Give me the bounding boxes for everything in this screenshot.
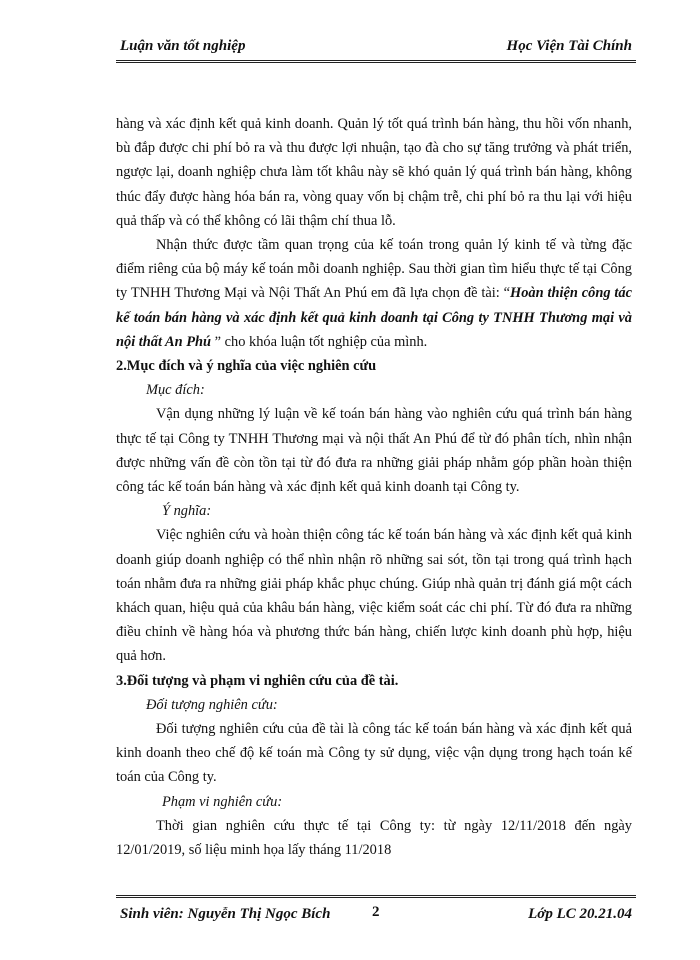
subheading-scope: Phạm vi nghiên cứu: [162,793,283,810]
subheading-object: Đối tượng nghiên cứu: [146,696,278,713]
header-thesis-label: Luận văn tốt nghiệp [120,38,246,54]
paragraph-purpose: Vận dụng những lý luận về kế toán bán hàng vào nghiên cứu quá trình bán hàng thực tế tại Công ty TNHH Thương mại và nội thất An Phú để từ đó phân tích, nhìn nhận được những vấn đề còn tồn tại từ đó đưa ra những giải pháp nhằm góp phần hoàn thiện công tác kế toán bán hàng và xác định kết quả kinh doanh tại Công ty. [116,406,632,496]
section-heading-3: 3.Đối tượng và phạm vi nghiên cứu của đề tài. [116,672,399,689]
page-content [116,112,632,862]
paragraph-2-end: ” cho khóa luận tốt nghiệp của mình. [211,333,428,350]
footer-class: Lớp LC 20.21.04 [528,906,632,922]
paragraph-scope: Thời gian nghiên cứu thực tế tại Công ty: từ ngày 12/11/2018 đến ngày 12/01/2019, số liệu minh họa lấy tháng 11/2018 [116,817,632,859]
section-heading-2: 2.Mục đích và ý nghĩa của việc nghiên cứu [116,358,377,375]
paragraph-meaning: Việc nghiên cứu và hoàn thiện công tác kế toán bán hàng và xác định kết quả kinh doanh giúp doanh nghiệp có thể nhìn nhận rõ những sai sót, tồn tại trong quá trình hạch toán nhằm đưa ra những giải pháp khắc phục chúng. Giúp nhà quản trị đánh giá một cách khách quan, hiệu quả của khâu bán hàng, việc kiểm soát các chi phí. Từ đó đưa ra những điều chỉnh về hàng hóa và phương thức bán hàng, chiến lược kinh doanh phù hợp, hiệu quả hơn. [116,527,632,665]
thesis-title: Hoàn thiện công tác kế toán bán hàng và xác định kết quả kinh doanh tại Công ty TNHH Thương mại và nội thất An Phú [116,285,632,350]
subheading-purpose: Mục đích: [146,382,205,399]
footer-student: Sinh viên: Nguyễn Thị Ngọc Bích [120,906,331,922]
paragraph-2-start: Nhận thức được tầm quan trọng của kế toán trong quản lý kinh tế và từng đặc điểm riêng của bộ máy kế toán mỗi doanh nghiệp. Sau thời gian tìm hiểu thực tế tại Công ty TNHH Thương Mại và Nội Thất An Phú em đã lựa chọn đề tài: “ [116,237,632,302]
page-number: 2 [372,904,380,920]
page-footer [116,895,636,928]
subheading-meaning: Ý nghĩa: [162,503,212,520]
page-header [116,36,636,63]
header-institution: Học Viện Tài Chính [506,38,632,54]
paragraph-1: hàng và xác định kết quả kinh doanh. Quản lý tốt quá trình bán hàng, thu hồi vốn nhanh, bù đắp được chi phí bỏ ra và thu được lợi nhuận, tạo đà cho sự tăng trưởng và phát triển, ngược lại, doanh nghiệp chưa làm tốt khâu này sẽ khó quản lý quá trình bán hàng, không thúc đẩy được hàng hóa bán ra, vòng quay vốn bị chậm trễ, chi phí bỏ ra thu lại với hiệu quả thấp và có thể không có lãi thậm chí thua lỗ. [116,116,632,229]
paragraph-2 [116,233,632,354]
paragraph-object: Đối tượng nghiên cứu của đề tài là công tác kế toán bán hàng và xác định kết quả kinh doanh theo chế độ kế toán mà Công ty sử dụng, việc vận dụng trong hạch toán kế toán của Công ty. [116,721,632,786]
